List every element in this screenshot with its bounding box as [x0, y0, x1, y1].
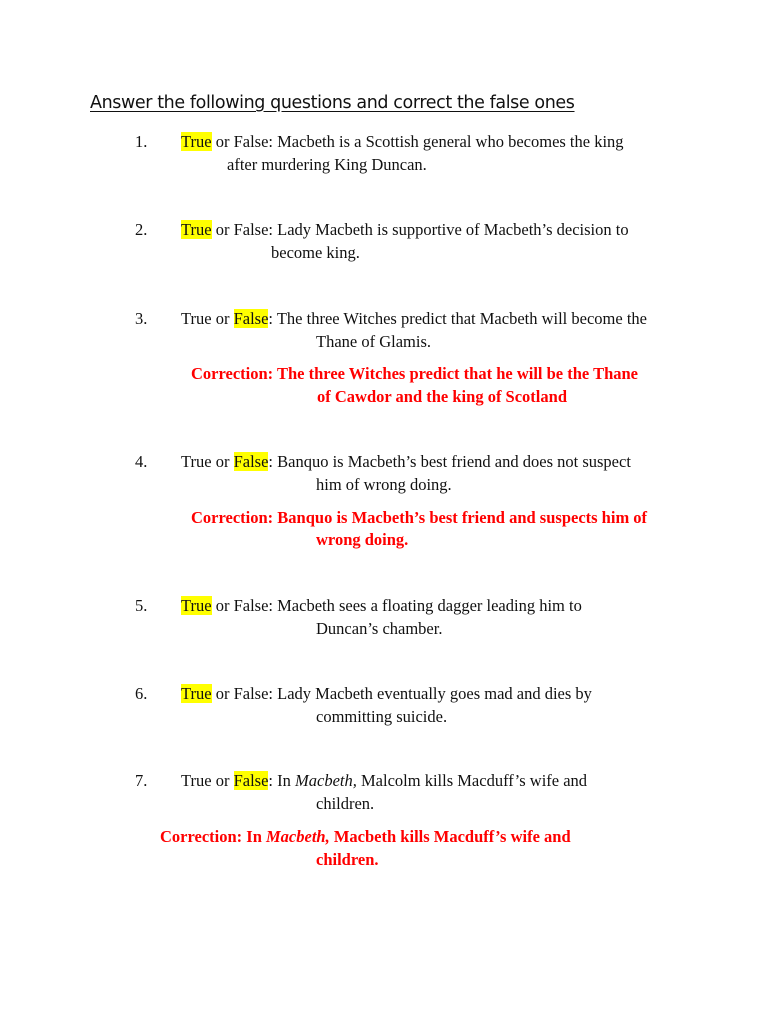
question-number: 4. — [135, 452, 148, 471]
question-line-2: him of wrong doing. — [316, 475, 452, 494]
false-option: False — [233, 220, 269, 239]
question-line-2: children. — [316, 794, 375, 813]
question-number: 2. — [135, 220, 148, 239]
question-number: 3. — [135, 309, 148, 328]
question-line-2: after murdering King Duncan. — [227, 155, 427, 174]
play-title-italic: Macbeth, — [266, 827, 330, 846]
question-line-1: True or False: Macbeth sees a floating dagger leading him to — [181, 596, 582, 615]
false-option: False — [233, 596, 269, 615]
correction-line-1: Correction: The three Witches predict that he will be the Thane — [191, 364, 639, 383]
question-number: 7. — [135, 771, 148, 790]
correction-line-1: Correction: Banquo is Macbeth’s best friend and suspects him of — [191, 508, 648, 527]
correction-line-2: children. — [316, 850, 379, 869]
question-line-1: True or False: Macbeth is a Scottish general who becomes the king — [181, 132, 624, 151]
question-number: 1. — [135, 132, 148, 151]
question-line-1: True or False: Banquo is Macbeth’s best friend and does not suspect — [181, 452, 631, 471]
question-line-2: Duncan’s chamber. — [316, 619, 443, 638]
answer-true-highlighted: True — [181, 132, 212, 151]
answer-true-highlighted: True — [181, 220, 212, 239]
question-number: 5. — [135, 596, 148, 615]
question-statement: Lady Macbeth is supportive of Macbeth’s decision to — [277, 220, 629, 239]
correction-line-1: Correction: In Macbeth, Macbeth kills Macduff’s wife and — [160, 827, 571, 846]
question-statement: Lady Macbeth eventually goes mad and dies by — [277, 684, 592, 703]
question-number: 6. — [135, 684, 148, 703]
answer-false-highlighted: False — [233, 771, 269, 790]
false-option: False — [233, 684, 269, 703]
question-line-1: True or False: Lady Macbeth eventually goes mad and dies by — [181, 684, 592, 703]
question-statement: Macbeth sees a floating dagger leading him to — [277, 596, 582, 615]
question-statement: Banquo is Macbeth’s best friend and does not suspect — [277, 452, 631, 471]
answer-true-highlighted: True — [181, 596, 212, 615]
false-option: False — [233, 132, 269, 151]
correction-line-2: wrong doing. — [316, 530, 409, 549]
worksheet-heading: Answer the following questions and correct the false ones — [90, 93, 575, 113]
question-line-1: True or False: Lady Macbeth is supportive of Macbeth’s decision to — [181, 220, 629, 239]
answer-false-highlighted: False — [233, 309, 269, 328]
question-statement: The three Witches predict that Macbeth will become the — [276, 309, 647, 328]
question-line-2: committing suicide. — [316, 707, 448, 726]
question-line-2: Thane of Glamis. — [316, 332, 432, 351]
question-statement: Macbeth is a Scottish general who becomes the king — [277, 132, 624, 151]
play-title-italic: Macbeth, — [295, 771, 357, 790]
answer-true-highlighted: True — [181, 684, 212, 703]
question-line-1: True or False: In Macbeth, Malcolm kills Macduff’s wife and — [181, 771, 588, 790]
true-option: True — [181, 771, 212, 790]
true-option: True — [181, 309, 212, 328]
answer-false-highlighted: False — [233, 452, 269, 471]
question-line-1: True or False: The three Witches predict that Macbeth will become the — [181, 309, 647, 328]
true-option: True — [181, 452, 212, 471]
question-line-2: become king. — [271, 243, 360, 262]
question-statement: Malcolm kills Macduff’s wife and — [356, 771, 588, 790]
correction-line-2: of Cawdor and the king of Scotland — [317, 387, 567, 406]
